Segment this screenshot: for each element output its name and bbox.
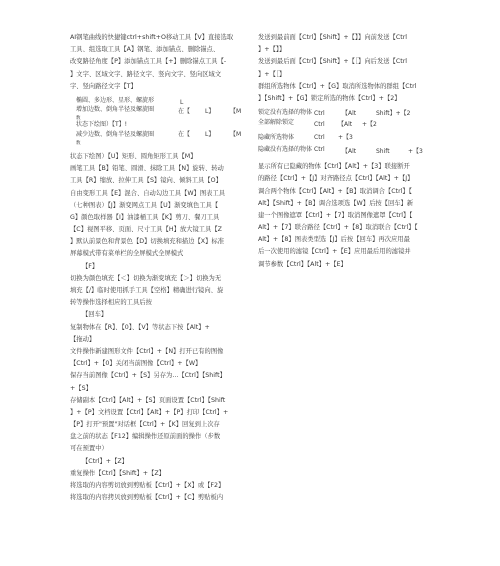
text-line: 切换为颜色填充【＜】切换为渐变填充【＞】切换为无 [70, 274, 222, 282]
text-line: 发送到最后面【Ctrl】【Shift】+【［】向后发送【Ctrl [258, 58, 408, 66]
text-line: 【P】打开"预置"对话框【Ctrl】+【K】回复到上次存 [70, 421, 220, 429]
table-cell: 椭圆、多边形、星形、螺旋形 [76, 96, 155, 104]
text-line: 屏幕模式带有菜单栏的全屏模式全屏模式 [70, 250, 184, 258]
table-cell: +【3 [338, 134, 353, 142]
text-line: 存储副本【Ctrl】【Alt】+【S】页面设置【Ctrl】【Shift [70, 396, 226, 404]
table-cell: 【Alt [342, 110, 357, 118]
text-line: 建一个图像遮罩【Ctrl】+【7】取消图像遮罩【Ctrl】【 [258, 211, 413, 219]
text-line: 】+【P】文档设置【Ctrl】【Alt】+【P】打印【Ctrl】+ [70, 408, 229, 416]
text-line: 自由变形工具【E】混合、自动勾边工具【W】图表工具 [70, 189, 226, 197]
table-cell: Ctrl [314, 146, 325, 154]
text-line: Alt】+【7】联合路径【Ctrl】+【8】取消联合【Ctrl】【 [258, 224, 418, 232]
text-line: 【C】视图平移、页面、尺寸工具【H】放大镜工具【Z [70, 226, 222, 234]
text-line: 复制物体在【R】、【0】、【V】等状态下按【Alt】+ [70, 323, 210, 331]
shortcut-table-lock-hide [258, 107, 428, 159]
text-line: （七种图表）【J】渐变网点工具【U】渐变填色工具【 [70, 201, 219, 209]
table-cell: 在【 [178, 130, 191, 138]
text-line: 转等操作选择相应的工具后按 [70, 299, 152, 307]
table-cell: 【Alt [342, 148, 357, 156]
text-line: 字、竖向路径文字【T】 [70, 82, 137, 90]
text-line: 状态下绘图）【U】矩形、圆角矩形工具【M】 [70, 152, 197, 160]
text-line: 【拖动】 [70, 335, 96, 343]
table-cell: Ctrl [314, 134, 325, 142]
text-line: 调合两个物体【Ctrl】【Alt】+【B】取消调合【Ctrl】【 [258, 187, 412, 195]
table-cell: 在【 [178, 107, 191, 115]
table-cell: L】 [205, 130, 215, 138]
text-line: 显示所有已隐藏的物体【Ctrl】【Alt】+【3】联接断开 [258, 163, 410, 171]
text-line: +【S】 [70, 384, 92, 392]
text-line: AI钢笔曲线的快捷键ctrl+shift+O移动工具【V】直接选取 [70, 34, 234, 41]
text-line: Alt】+【8】图表类型选【J】后按【回车】再次应用最 [258, 236, 410, 244]
text-line: 重复操作【Ctrl】【Shift】+【Z】 [70, 469, 165, 477]
text-line: 调节参数【Ctrl】【Alt】+【E】 [258, 260, 347, 268]
table-cell: 隐藏没有选择的物体 [258, 146, 313, 154]
text-line-centered: 【Ctrl】+【Z】 [82, 457, 128, 465]
table-cell: 数 [76, 115, 81, 121]
text-line: 画笔工具【B】铅笔、圆滑、抹除工具【N】旋转、转动 [70, 165, 224, 173]
text-line: 改变路径角度【P】添加锚点工具【+】删除锚点工具【- [70, 58, 227, 66]
text-line: 工具、组选取工具【A】钢笔、添加锚点、删除锚点、 [70, 46, 220, 54]
table-cell: 增加边数、倒角半径及螺旋圈 [76, 105, 155, 113]
table-cell: Shift】+【2 [376, 110, 411, 118]
table-cell: 全部解除锁定 [258, 119, 295, 127]
table-cell: 数 [76, 140, 81, 146]
table-cell: 减少边数、倒角半径及螺旋圈 [76, 130, 155, 138]
table-cell: L】 [205, 107, 215, 115]
table-cell: 【Alt [338, 121, 353, 129]
table-cell: +【3 [408, 148, 423, 156]
left-column [70, 32, 250, 504]
text-line: 文件操作新建图形文件【Ctrl】+【N】打开已有的图像 [70, 347, 224, 355]
text-line: 工具【R】缩放、拉伸工具【S】镜向、倾斜工具【O】 [70, 177, 222, 185]
table-cell: 【M [230, 130, 242, 138]
text-line: 将选取的内容拷贝放到剪贴板【Ctrl】+【C】剪贴板内 [70, 494, 224, 502]
text-line: 盘之前的状态【F12】编辑操作还原前面的操作（步数 [70, 433, 221, 441]
table-cell: 隐藏所选物体 [258, 134, 295, 142]
text-line: 】【Shift】+【G】锁定所选的物体【Ctrl】+【2】 [258, 94, 401, 102]
text-line: 可在预置中） [70, 445, 108, 453]
text-line: 【Ctrl】+【0】关闭当前图像【Ctrl】+【W】 [70, 360, 202, 368]
text-line: 】+【】】 [258, 46, 286, 54]
text-line: 发送到最前面【Ctrl】【Shift】+【】】向前发送【Ctrl [258, 34, 408, 41]
table-cell: Shift [376, 148, 390, 156]
table-cell: L [180, 98, 184, 106]
table-cell: 【M [230, 107, 242, 115]
text-line: 保存当前图像【Ctrl】+【S】另存为...【Ctrl】【Shift】 [70, 372, 226, 380]
table-cell: +【2 [362, 121, 377, 129]
text-line: 】默认前景色和背景色【D】切换填充和描边【X】标准 [70, 238, 224, 246]
text-line-centered: 【回车】 [82, 311, 108, 319]
right-column [258, 32, 428, 271]
text-line: 后一次使用的滤镜【Ctrl】+【E】应用最后用的滤镜并 [258, 248, 411, 256]
shortcut-table-shapes [70, 95, 250, 149]
text-line: 】文字、区域文字、路径文字、竖向文字、竖向区域文 [70, 70, 222, 78]
text-line-centered: 【F】 [82, 262, 99, 270]
text-line: 将选取的内容剪切放到剪贴板【Ctrl】+【X】或【F2】 [70, 482, 225, 489]
text-line: 群组所选物体【Ctrl】+【G】取消所选物体的群组【Ctrl [258, 82, 417, 90]
text-line: 填充【/】临时使用抓手工具【空格】精确进行镜向、旋 [70, 287, 224, 294]
table-cell: 锁定没有选择的物体 [258, 109, 313, 117]
text-line: 的路径【Ctrl】+【J】对齐路径点【Ctrl】【Alt】+【J】 [258, 175, 414, 183]
table-cell: 状态下绘图）【T】! [76, 120, 128, 128]
table-cell: Ctrl [314, 110, 325, 118]
table-cell: Ctrl [314, 121, 325, 129]
text-line: 】+【［】 [258, 70, 286, 78]
text-line: G】颜色取样器【I】油漆桶工具【K】剪刀、餐刀工具 [70, 213, 220, 221]
text-line: Alt】【Shift】+【B】调合选项选【W】后按【回车】新 [258, 199, 414, 207]
